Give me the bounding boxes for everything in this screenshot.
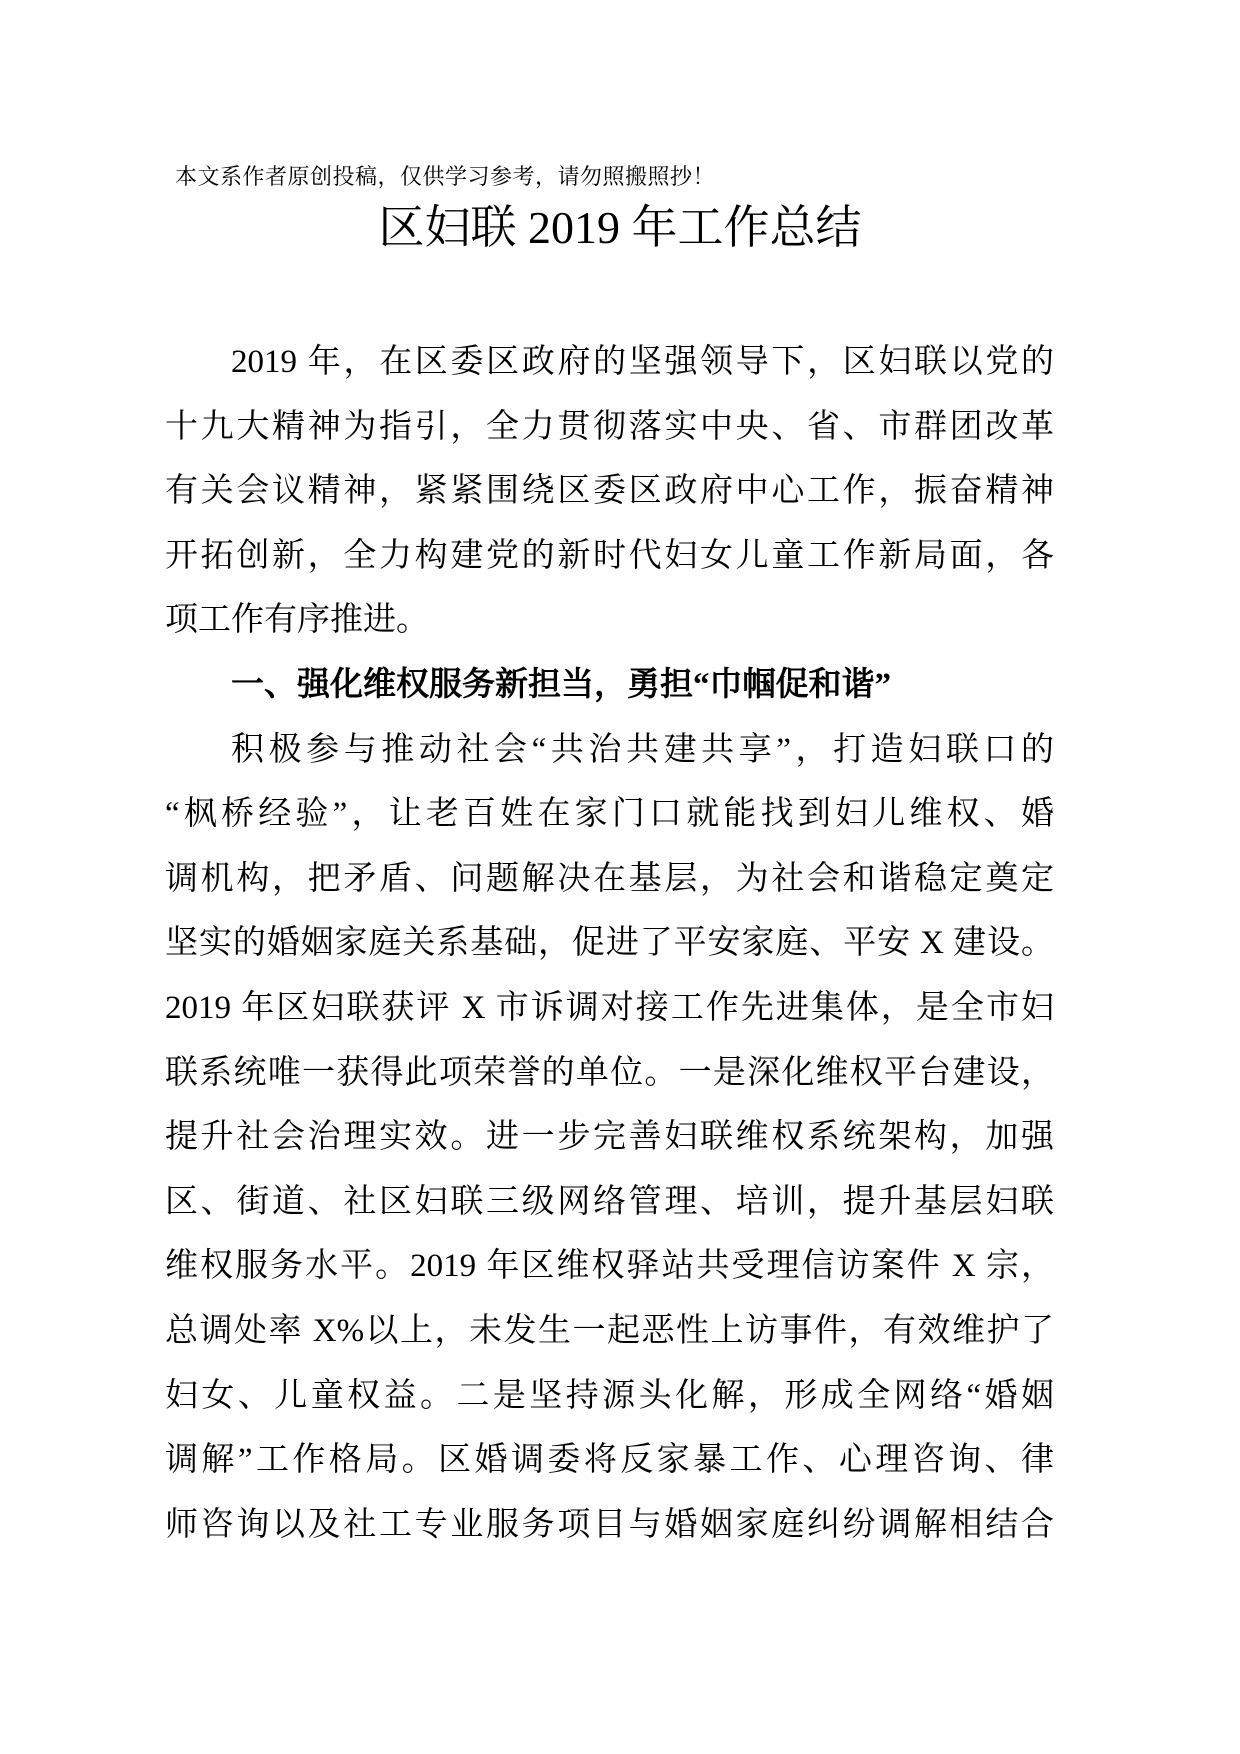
body-line: 调解”工作格局。区婚调委将反家暴工作、心理咨询、律: [165, 1442, 1054, 1479]
body-line: 提升社会治理实效。进一步完善妇联维权系统架构，加强: [165, 1119, 1054, 1156]
section-heading: 一、强化维权服务新担当，勇担“巾帼促和谐”: [231, 666, 891, 703]
document-body: [165, 330, 1054, 1557]
body-line: 妇女、儿童权益。二是坚持源头化解，形成全网络“婚姻: [165, 1377, 1054, 1414]
disclaimer-note: 本文系作者原创投稿，仅供学习参考，请勿照搬照抄！: [175, 164, 716, 189]
body-line: 区、街道、社区妇联三级网络管理、培训，提升基层妇联: [165, 1183, 1054, 1220]
body-line: 2019 年区妇联获评 X 市诉调对接工作先进集体，是全市妇: [165, 989, 1054, 1026]
body-line: 开拓创新，全力构建党的新时代妇女儿童工作新局面，各: [165, 537, 1054, 574]
body-line: 积极参与推动社会“共治共建共享”，打造妇联口的: [231, 731, 1054, 768]
body-line: 师咨询以及社工专业服务项目与婚姻家庭纠纷调解相结合: [165, 1506, 1054, 1543]
body-line: 十九大精神为指引，全力贯彻落实中央、省、市群团改革: [165, 408, 1054, 445]
body-line: 总调处率 X%以上，未发生一起恶性上访事件，有效维护了: [165, 1312, 1054, 1349]
body-line: 有关会议精神，紧紧围绕区委区政府中心工作，振奋精神: [165, 473, 1054, 510]
body-line: 联系统唯一获得此项荣誉的单位。一是深化维权平台建设，: [165, 1054, 1054, 1091]
body-line: 坚实的婚姻家庭关系基础，促进了平安家庭、平安 X 建设。: [165, 925, 1054, 962]
body-line: 维权服务水平。2019 年区维权驿站共受理信访案件 X 宗，: [165, 1248, 1054, 1285]
body-line: “枫桥经验”，让老百姓在家门口就能找到妇儿维权、婚: [165, 796, 1054, 833]
body-line: 2019 年，在区委区政府的坚强领导下，区妇联以党的: [231, 344, 1054, 380]
body-line: 调机构，把矛盾、问题解决在基层，为社会和谐稳定奠定: [165, 860, 1054, 897]
body-line: 项工作有序推进。: [165, 602, 429, 639]
page-title: 区妇联 2019 年工作总结: [378, 202, 862, 253]
